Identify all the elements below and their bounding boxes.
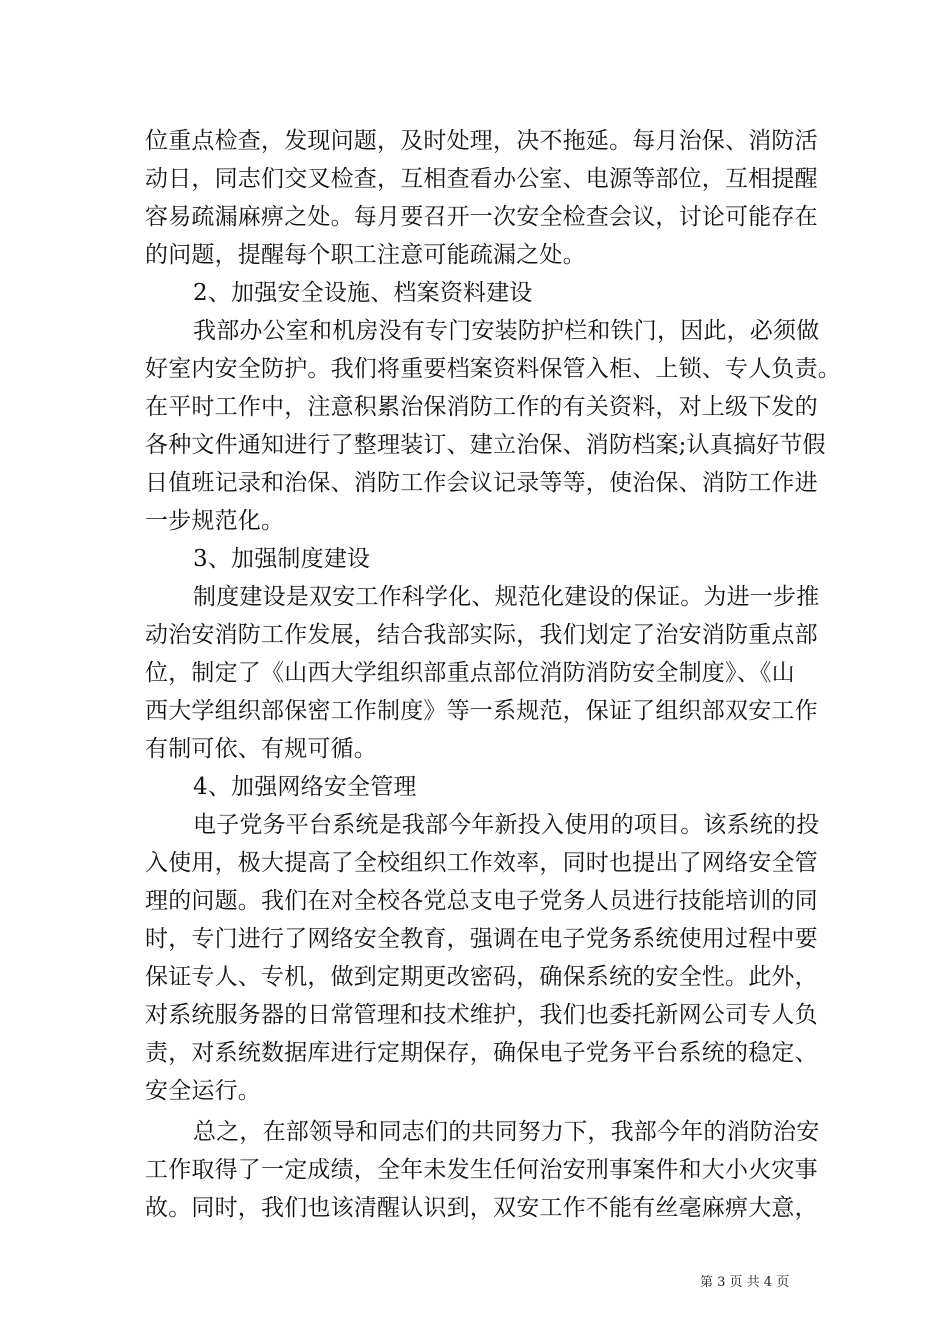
text-line: 时，专门进行了网络安全教育，强调在电子党务系统使用过程中要 <box>145 926 818 952</box>
text-line: 安全运行。 <box>145 1078 261 1104</box>
text-line: 保证专人、专机，做到定期更改密码，确保系统的安全性。此外， <box>145 964 818 990</box>
text-line: 好室内安全防护。我们将重要档案资料保管入柜、上锁、专人负责。 <box>145 356 841 382</box>
text-line: 位，制定了《山西大学组织部重点部位消防消防安全制度》、《山 <box>145 660 795 686</box>
text-line: 理的问题。我们在对全校各党总支电子党务人员进行技能培训的同 <box>145 888 818 914</box>
text-line: 3、加强制度建设 <box>193 546 371 572</box>
text-line: 制度建设是双安工作科学化、规范化建设的保证。为进一步推 <box>193 584 820 610</box>
text-line: 4、加强网络安全管理 <box>193 774 417 800</box>
text-line: 有制可依、有规可循。 <box>145 736 377 762</box>
text-line: 一步规范化。 <box>145 508 285 534</box>
text-line: 入使用，极大提高了全校组织工作效率，同时也提出了网络安全管 <box>145 850 818 876</box>
text-line: 各种文件通知进行了整理装订、建立治保、消防档案;认真搞好节假 <box>145 432 826 458</box>
text-line: 西大学组织部保密工作制度》等一系规范，保证了组织部双安工作 <box>145 698 818 724</box>
text-line: 电子党务平台系统是我部今年新投入使用的项目。该系统的投 <box>193 812 820 838</box>
text-line: 工作取得了一定成绩，全年未发生任何治安刑事案件和大小火灾事 <box>145 1157 818 1183</box>
text-line: 动治安消防工作发展，结合我部实际，我们划定了治安消防重点部 <box>145 622 818 648</box>
page-number: 第 3 页 共 4 页 <box>700 1275 790 1290</box>
text-line: 责，对系统数据库进行定期保存，确保电子党务平台系统的稳定、 <box>145 1040 818 1066</box>
text-line: 对系统服务器的日常管理和技术维护，我们也委托新网公司专人负 <box>145 1002 818 1028</box>
text-line: 故。同时，我们也该清醒认识到，双安工作不能有丝毫麻痹大意， <box>145 1195 818 1221</box>
text-line: 容易疏漏麻痹之处。每月要召开一次安全检查会议，讨论可能存在 <box>145 204 818 230</box>
text-line: 位重点检查，发现问题，及时处理，决不拖延。每月治保、消防活 <box>145 128 818 154</box>
document-body <box>145 122 841 1227</box>
text-line: 在平时工作中，注意积累治保消防工作的有关资料，对上级下发的 <box>145 394 818 420</box>
text-line: 2、加强安全设施、档案资料建设 <box>193 280 533 306</box>
text-line: 总之，在部领导和同志们的共同努力下，我部今年的消防治安 <box>193 1119 820 1145</box>
text-line: 动日，同志们交叉检查，互相查看办公室、电源等部位，互相提醒 <box>145 166 818 192</box>
text-line: 我部办公室和机房没有专门安装防护栏和铁门，因此，必须做 <box>193 318 820 344</box>
text-line: 日值班记录和治保、消防工作会议记录等等，使治保、消防工作进 <box>145 470 818 496</box>
text-line: 的问题，提醒每个职工注意可能疏漏之处。 <box>145 242 586 268</box>
